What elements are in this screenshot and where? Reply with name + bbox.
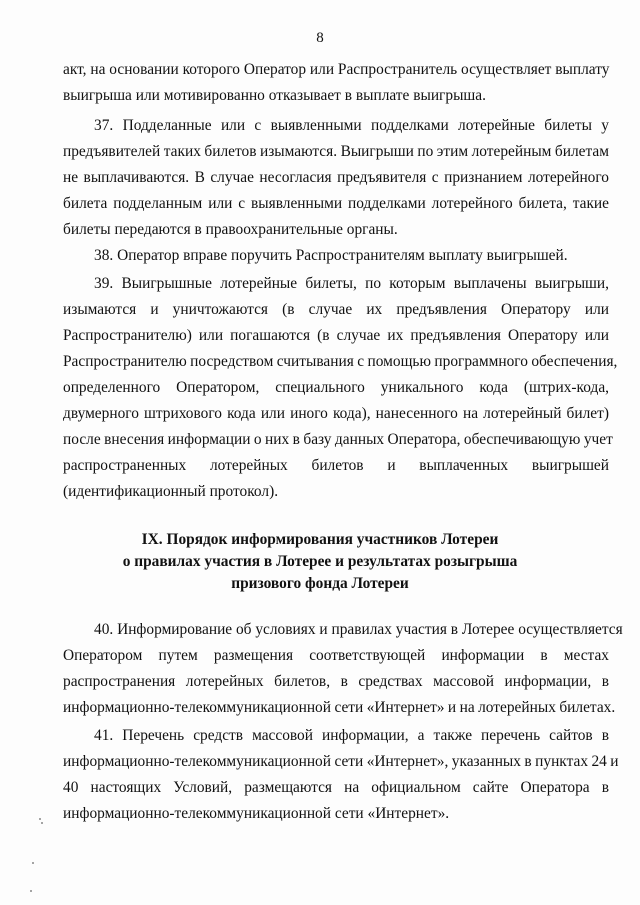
paragraph-line: 40 настоящих Условий, размещаются на официальном сайте Оператора в xyxy=(63,779,609,796)
paragraph-line: определенного Оператором, специального уникального кода (штрих-кода, xyxy=(63,379,609,396)
paragraph-line: выигрыша или мотивированно отказывает в выплате выигрыша. xyxy=(63,87,486,104)
paragraph-line: информационно-телекоммуникационной сети «Интернет», указанных в пунктах 24 и xyxy=(63,753,619,770)
paragraph-line: распространенных лотерейных билетов и выплаченных выигрышей xyxy=(63,457,609,474)
paragraph-line: Оператором путем размещения соответствующей информации в местах xyxy=(63,647,609,664)
paragraph-line: 41. Перечень средств массовой информации, а также перечень сайтов в xyxy=(94,727,609,744)
paragraph-line: после внесения информации о них в базу данных Оператора, обеспечивающую учет xyxy=(63,431,613,448)
section-heading-line: о правилах участия в Лотерее и результатах розыгрыша xyxy=(122,553,518,570)
paragraph-line: 39. Выигрышные лотерейные билеты, по которым выплачены выигрыши, xyxy=(94,275,609,292)
page-number: 8 xyxy=(316,30,324,46)
paragraph-line: информационно-телекоммуникационной сети «Интернет» и на лотерейных билетах. xyxy=(63,699,616,716)
paragraph-line: двумерного штрихового кода или иного кода), нанесенного на лотерейный билет) xyxy=(63,405,609,422)
scan-speck xyxy=(30,890,32,892)
paragraph-line: 37. Подделанные или с выявленными подделками лотерейные билеты у xyxy=(94,117,609,134)
paragraph-line: билеты передаются в правоохранительные органы. xyxy=(63,221,398,238)
paragraph-line: распространения лотерейных билетов, в средствах массовой информации, в xyxy=(63,673,609,690)
paragraph-line: изымаются и уничтожаются (в случае их предъявления Оператору или xyxy=(63,301,609,318)
paragraph-line: 38. Оператор вправе поручить Распространителям выплату выигрышей. xyxy=(94,247,568,264)
paragraph-line: Распространителю) или погашаются (в случае их предъявления Оператору или xyxy=(63,327,609,344)
paragraph-line: (идентификационный протокол). xyxy=(63,483,279,500)
section-heading-line: IX. Порядок информирования участников Лотереи xyxy=(141,531,499,548)
paragraph-line: акт, на основании которого Оператор или Распространитель осуществляет выплату xyxy=(63,61,610,78)
scan-speck xyxy=(39,818,41,820)
scan-speck xyxy=(41,822,43,824)
paragraph-line: информационно-телекоммуникационной сети «Интернет». xyxy=(63,805,450,822)
paragraph-line: билета подделанным или с выявленными подделками лотерейного билета, такие xyxy=(63,195,609,212)
section-heading-line: призового фонда Лотереи xyxy=(231,575,409,592)
paragraph-line: 40. Информирование об условиях и правилах участия в Лотерее осуществляется xyxy=(94,621,623,638)
scan-speck xyxy=(32,862,34,864)
paragraph-line: предъявителей таких билетов изымаются. Выигрыши по этим лотерейным билетам xyxy=(63,143,609,160)
paragraph-line: Распространителю посредством считывания с помощью программного обеспечения, xyxy=(63,353,618,370)
paragraph-line: не выплачиваются. В случае несогласия предъявителя с признанием лотерейного xyxy=(63,169,609,186)
